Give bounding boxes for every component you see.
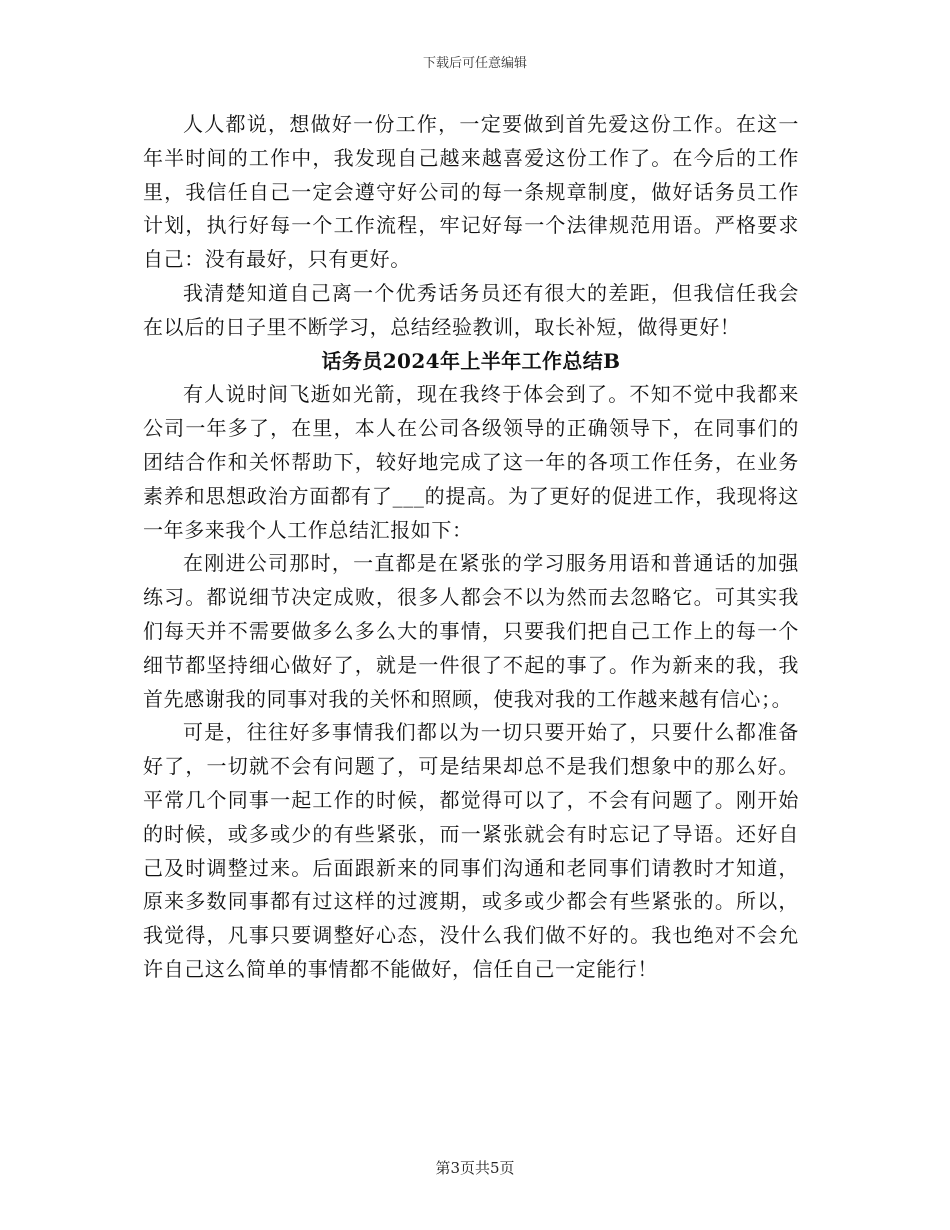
paragraph: 可是，往往好多事情我们都以为一切只要开始了，只要什么都准备好了，一切就不会有问题了，可是结果却总不是我们想象中的那么好。平常几个同事一起工作的时候，都觉得可以了，不会有问题了。刚开始的时候，或多或少的有些紧张，而一紧张就会有时忘记了导语。还好自己及时调整过来。后面跟新来的同事们沟通和老同事们请教时才知道，原来多数同事都有过这样的过渡期，或多或少都会有些紧张的。所以，我觉得，凡事只要调整好心态，没什么我们做不好的。我也绝对不会允许自己这么简单的事情都不能做好，信任自己一定能行！ xyxy=(143,720,799,981)
paragraph: 我清楚知道自己离一个优秀话务员还有很大的差距，但我信任我会在以后的日子里不断学习，总结经验教训，取长补短，做得更好！ xyxy=(143,280,799,339)
paragraph: 人人都说，想做好一份工作，一定要做到首先爱这份工作。在这一年半时间的工作中，我发现自己越来越喜爱这份工作了。在今后的工作里，我信任自己一定会遵守好公司的每一条规章制度，做好话务员工作计划，执行好每一个工作流程，牢记好每一个法律规范用语。严格要求自己：没有最好，只有更好。 xyxy=(143,112,799,272)
page-header: 下载后可任意编辑 xyxy=(422,56,527,71)
page-number: 第3页共5页 xyxy=(435,1159,515,1177)
document-body xyxy=(143,108,799,987)
paragraph: 有人说时间飞逝如光箭，现在我终于体会到了。不知不觉中我都来公司一年多了，在里，本人在公司各级领导的正确领导下，在同事们的团结合作和关怀帮助下，较好地完成了这一年的各项工作任务，在业务素养和思想政治方面都有了___的提高。为了更好的促进工作，我现将这一年多来我个人工作总结汇报如下： xyxy=(143,382,799,542)
section-title: 话务员2024年上半年工作总结B xyxy=(321,348,621,373)
paragraph: 在刚进公司那时，一直都是在紧张的学习服务用语和普通话的加强练习。都说细节决定成败，很多人都会不以为然而去忽略它。可其实我们每天并不需要做多么多么大的事情，只要我们把自己工作上的每一个细节都坚持细心做好了，就是一件很了不起的事了。作为新来的我，我首先感谢我的同事对我的关怀和照顾，使我对我的工作越来越有信心；。 xyxy=(143,551,799,711)
